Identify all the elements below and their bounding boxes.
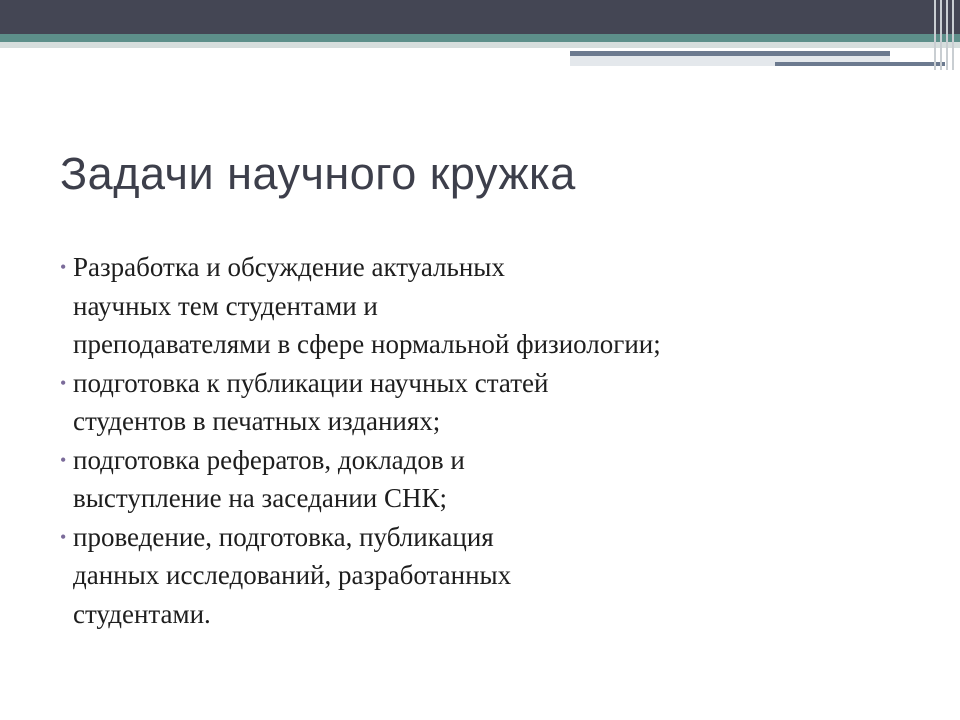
- slide-title: Задачи научного кружка: [60, 148, 576, 199]
- bullet-item: [60, 518, 920, 634]
- bullet-marker: •: [60, 257, 67, 277]
- bullet-line: преподавателями в сфере нормальной физиологии;: [73, 329, 661, 359]
- accent-bar-long: [570, 51, 890, 56]
- bullet-marker: •: [60, 372, 67, 393]
- header-teal-stripe: [0, 34, 960, 42]
- header-light-stripe: [0, 42, 960, 48]
- bullet-item: [60, 248, 920, 364]
- bullet-marker: •: [60, 526, 67, 547]
- bullet-line: выступление на заседании СНК;: [73, 483, 447, 513]
- bullet-line: научных тем студентами и: [73, 290, 378, 321]
- bullet-line: студентов в печатных изданиях;: [73, 406, 441, 436]
- bullet-line: Разработка и обсуждение актуальных: [73, 252, 505, 282]
- bullet-item: [60, 364, 920, 441]
- bullet-line: данных исследований, разработанных: [73, 560, 512, 590]
- bullet-item: [60, 441, 920, 518]
- bullet-line: студентами.: [73, 598, 211, 629]
- bullet-line: подготовка к публикации научных статей: [73, 367, 549, 398]
- bullet-list: [60, 248, 920, 633]
- header-band: [0, 0, 960, 34]
- bullet-marker: •: [60, 449, 67, 470]
- bullet-line: проведение, подготовка, публикация: [73, 521, 494, 552]
- accent-bar-short: [775, 62, 945, 66]
- bullet-line: подготовка рефератов, докладов и: [73, 444, 465, 475]
- corner-lines-decoration: [930, 0, 960, 70]
